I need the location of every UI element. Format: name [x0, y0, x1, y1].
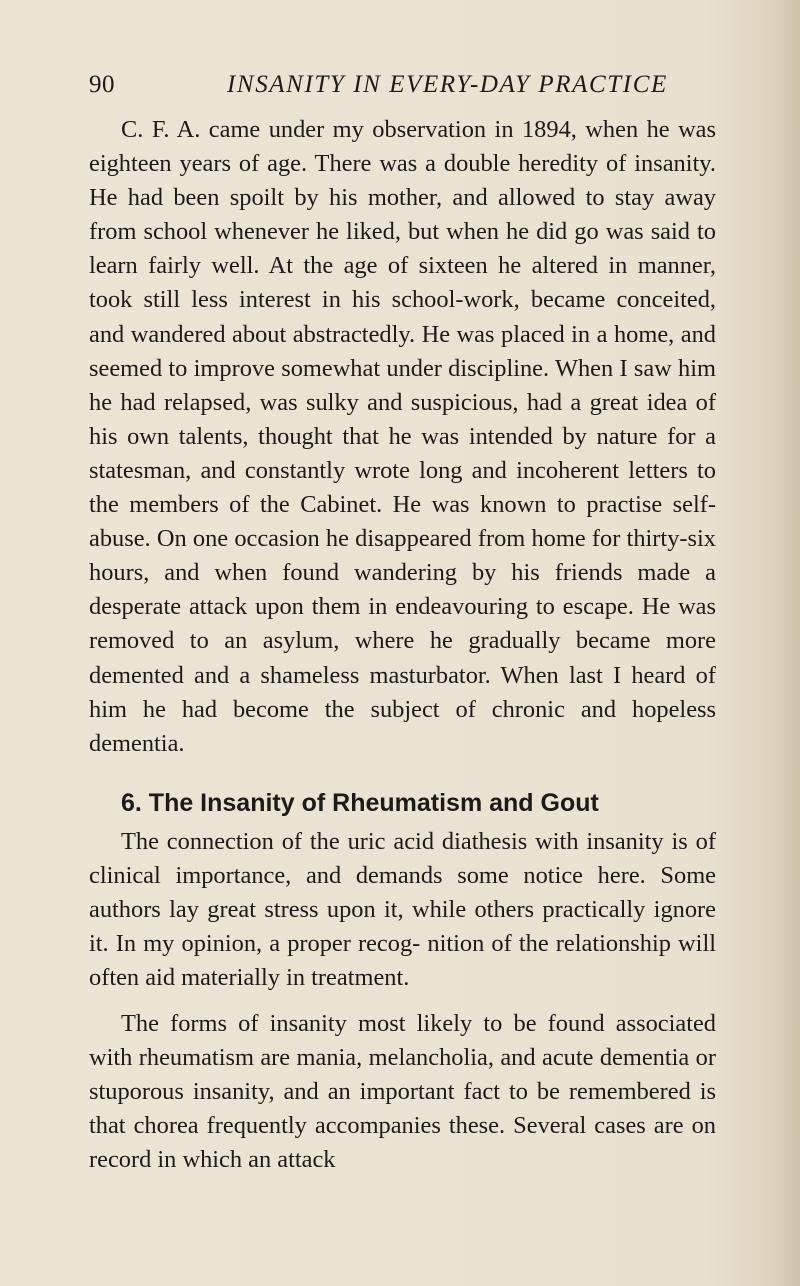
case-paragraph: C. F. A. came under my observation in 1894, when he was eighteen years of age. There was a double heredity of insanity. He had been spoilt by his mother, and allowed to stay away from school whenever he liked, but when he did go was said to learn fairly well. At the age of sixteen he altered in manner, took still less interest in his school-work, became conceited, and wandered about abstractedly. He was placed in a home, and seemed to improve somewhat under discipline. When I saw him he had relapsed, was sulky and suspicious, had a great idea of his own talents, thought that he was intended by nature for a statesman, and constantly wrote long and incoherent letters to the members of the Cabinet. He was known to practise self-abuse. On one occasion he disappeared from home for thirty-six hours, and when found wandering by his friends made a desperate attack upon them in endeavouring to escape. He was removed to an asylum, where he gradually became more demented and a shameless masturbator. When last I heard of him he had become the subject of chronic and hopeless dementia.: [89, 116, 716, 757]
section-heading: 6. The Insanity of Rheumatism and Gout: [121, 789, 599, 817]
body-paragraph: The forms of insanity most likely to be found associated with rheumatism are mania, melancholia, and acute dementia or stuporous insanity, and an important fact to be remembered is that chorea frequently accompanies these. Several cases are on record in which an attack: [89, 1010, 716, 1174]
page-number: 90: [89, 71, 115, 98]
page-header: [89, 68, 668, 102]
running-title: INSANITY IN EVERY-DAY PRACTICE: [227, 71, 668, 98]
body-paragraph: The connection of the uric acid diathesis with insanity is of clinical importance, and demands some notice here. Some authors lay great stress upon it, while others practically ignore it. In my opinion, a proper recog- nition of the relationship will often aid materially in treatment.: [89, 828, 716, 992]
